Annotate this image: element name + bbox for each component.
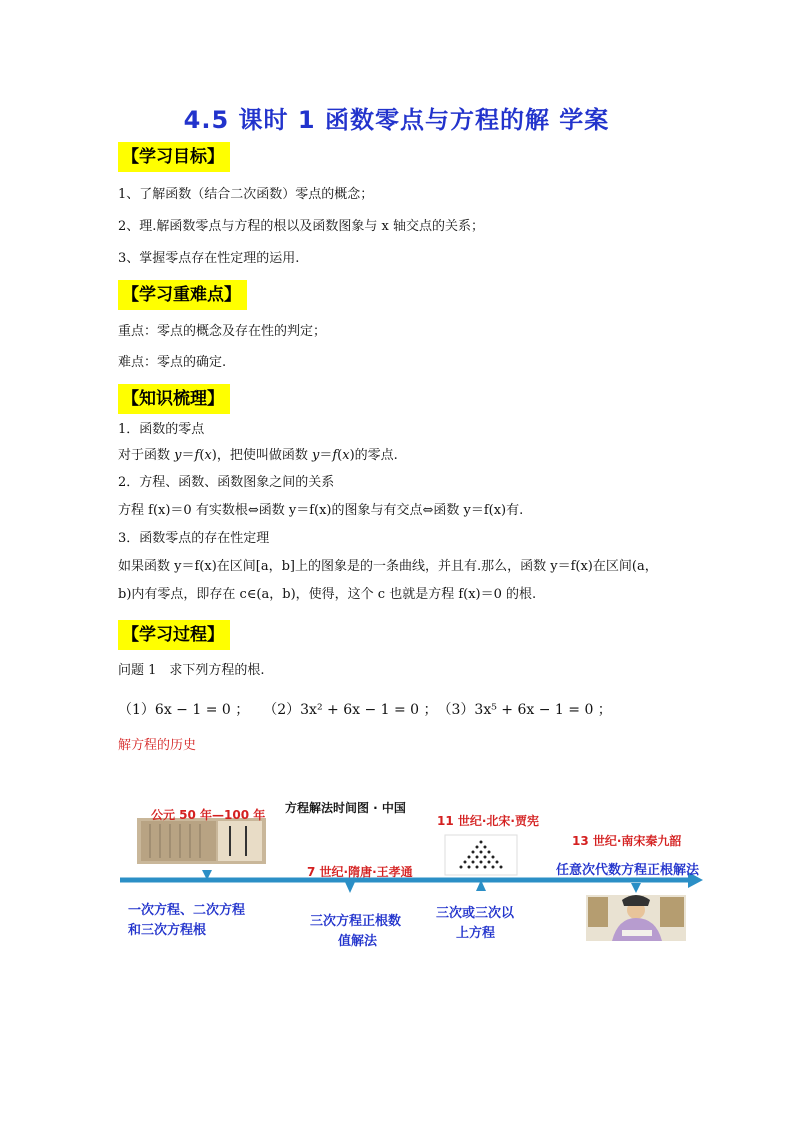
timeline-title: 方程解法时间图 · 中国 bbox=[285, 801, 406, 815]
event-3-desc-line-2: 上方程 bbox=[456, 926, 496, 941]
knowledge-paragraph-2: 方程 f(x)＝0 有实数根⇔函数 y＝f(x)的图象与有交点⇔函数 y＝f(x)有. bbox=[118, 503, 524, 518]
event-1-desc-line-1: 一次方程、二次方程 bbox=[128, 903, 246, 918]
goal-item-3: 3、掌握零点存在性定理的运用. bbox=[118, 251, 300, 266]
page-title: 4.5 课时 1 函数零点与方程的解 学案 bbox=[183, 106, 610, 134]
goal-item-2: 2、理.解函数零点与方程的根以及函数图象与 x 轴交点的关系； bbox=[118, 219, 484, 234]
knowledge-paragraph-3a: 如果函数 y＝f(x)在区间[a，b]上的图象是的一条曲线，并且有.那么，函数 y＝f(x)在区间(a， bbox=[118, 559, 658, 574]
history-label: 解方程的历史 bbox=[118, 738, 197, 753]
event-3-era: 11 世纪·北宋·贾宪 bbox=[437, 814, 539, 828]
jia-xian-triangle-image bbox=[445, 835, 517, 875]
goal-item-1: 1、了解函数（结合二次函数）零点的概念； bbox=[118, 187, 374, 202]
keypoint-item-2: 难点：零点的确定. bbox=[118, 355, 227, 370]
process-heading: 【学习过程】 bbox=[118, 620, 230, 650]
knowledge-subheading-2: 2．方程、函数、函数图象之间的关系 bbox=[118, 475, 335, 490]
event-2-era: 7 世纪·隋唐·王孝通 bbox=[307, 865, 413, 879]
knowledge-subheading-1: 1．函数的零点 bbox=[118, 422, 205, 437]
event-4-desc-line-1: 任意次代数方程正根解法 bbox=[556, 863, 700, 878]
event-1-era: 公元 50 年—100 年 bbox=[151, 808, 266, 822]
keypoints-heading: 【学习重难点】 bbox=[118, 280, 247, 310]
pointer-event-2 bbox=[345, 882, 355, 893]
ancient-book-image bbox=[137, 818, 266, 864]
keypoint-item-1: 重点：零点的概念及存在性的判定； bbox=[118, 324, 327, 339]
event-1-desc-line-2: 和三次方程根 bbox=[128, 923, 207, 938]
pointer-event-4 bbox=[631, 883, 641, 893]
event-2-desc-line-2: 值解法 bbox=[338, 934, 378, 949]
goals-heading: 【学习目标】 bbox=[118, 142, 230, 172]
event-3-desc-line-1: 三次或三次以 bbox=[436, 906, 515, 921]
knowledge-subheading-3: 3．函数零点的存在性定理 bbox=[118, 531, 270, 546]
equation-list: （1）6x − 1 = 0 ； （2）3x² + 6x − 1 = 0 ； （3）3x⁵ + 6x − 1 = 0 ； bbox=[118, 702, 612, 718]
event-4-era: 13 世纪·南宋秦九韶 bbox=[572, 834, 682, 848]
knowledge-heading: 【知识梳理】 bbox=[118, 384, 230, 414]
question-1: 问题 1 求下列方程的根. bbox=[118, 663, 265, 678]
event-2-desc-line-1: 三次方程正根数 bbox=[310, 914, 402, 929]
qin-jiushao-portrait-image bbox=[586, 895, 686, 941]
knowledge-paragraph-1: 对于函数 y＝f(x)，把使叫做函数 y＝f(x)的零点. bbox=[118, 448, 398, 463]
knowledge-paragraph-3b: b)内有零点，即存在 c∈(a，b)，使得，这个 c 也就是方程 f(x)＝0 的根. bbox=[118, 587, 537, 602]
